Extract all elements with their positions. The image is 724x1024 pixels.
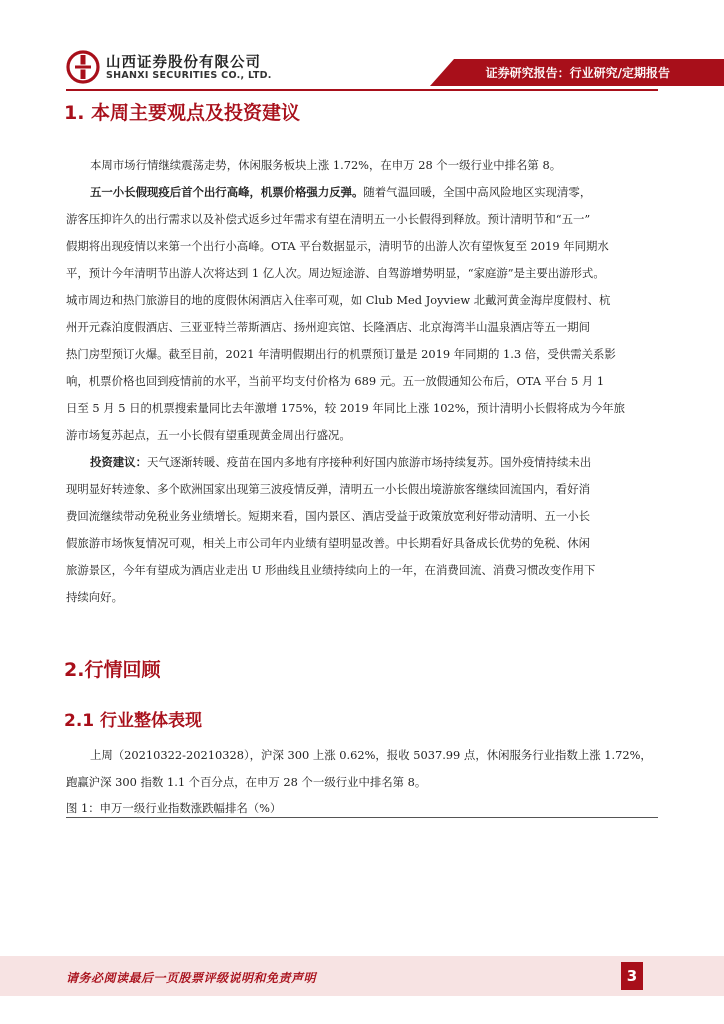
paragraph-investment-first-rest: 天气逐渐转暖、疫苗在国内多地有序接种利好国内旅游市场持续复苏。国外疫情持续未出 — [146, 455, 592, 469]
paragraph-review-line-1: 跑赢沪深 300 指数 1.1 个百分点，在申万 28 个一级行业中排名第 8。 — [66, 775, 427, 789]
paragraph-investment-line-0: 现明显好转迹象、多个欧洲国家出现第三波疫情反弹，清明五一小长假出境游旅客继续回流国内，看好消 — [66, 482, 590, 496]
paragraph-holiday-line-3: 城市周边和热门旅游目的地的度假休闲酒店入住率可观，如 Club Med Joyview 北戴河黄金海岸度假村、杭 — [66, 293, 611, 307]
section-2-title: 2.行情回顾 — [64, 659, 161, 681]
paragraph-holiday-line-1: 假期将出现疫情以来第一个出行小高峰。OTA 平台数据显示，清明节的出游人次有望恢复至 2019 年同期水 — [66, 239, 609, 253]
paragraph-holiday-line-0: 游客压抑许久的出行需求以及补偿式返乡过年需求有望在清明五一小长假得到释放。预计清明节和“五一” — [66, 212, 591, 226]
section-1-title: 1. 本周主要观点及投资建议 — [64, 102, 301, 124]
paragraph-holiday-first-line — [90, 185, 591, 199]
paragraph-holiday-line-8: 游市场复苏起点，五一小长假有望重现黄金周出行盛况。 — [66, 428, 351, 442]
paragraph-holiday-line-4: 州开元森泊度假酒店、三亚亚特兰蒂斯酒店、扬州迎宾馆、长隆酒店、北京海湾半山温泉酒店等五一期间 — [66, 320, 590, 334]
paragraph-review-line-0: 上周（20210322-20210328），沪深 300 上涨 0.62%，报收 5037.99 点，休闲服务行业指数上涨 1.72%， — [90, 748, 652, 762]
company-logo-icon — [66, 50, 100, 84]
paragraph-market-line-0: 本周市场行情继续震荡走势，休闲服务板块上涨 1.72%，在申万 28 个一级行业中排名第 8。 — [90, 158, 562, 172]
footer-disclaimer: 请务必阅读最后一页股票评级说明和免责声明 — [66, 971, 317, 985]
figure-caption: 图 1：申万一级行业指数涨跌幅排名（%） — [66, 801, 282, 815]
paragraph-investment-line-1: 费回流继续带动免税业务业绩增长。短期来看，国内景区、酒店受益于政策放宽利好带动清明、五一小长 — [66, 509, 590, 523]
paragraph-investment-first-line — [90, 455, 591, 469]
company-name-en: SHANXI SECURITIES CO., LTD. — [106, 70, 272, 81]
paragraph-investment-line-2: 假旅游市场恢复情况可观，相关上市公司年内业绩有望明显改善。中长期看好具备成长优势的免税、休闲 — [66, 536, 590, 550]
paragraph-investment-line-3: 旅游景区，今年有望成为酒店业走出 U 形曲线且业绩持续向上的一年，在消费回流、消费习惯改变作用下 — [66, 563, 596, 577]
paragraph-holiday-line-7: 日至 5 月 5 日的机票搜索量同比去年激增 175%，较 2019 年同比上涨 102%，预计清明小长假将成为今年旅 — [66, 401, 626, 415]
figure-caption-divider — [66, 817, 658, 818]
company-name-cn: 山西证券股份有限公司 — [106, 55, 261, 71]
paragraph-holiday-line-6: 响，机票价格也回到疫情前的水平，当前平均支付价格为 689 元。五一放假通知公布后，OTA 平台 5 月 1 — [66, 374, 605, 388]
paragraph-holiday-line-2: 平，预计今年清明节出游人次将达到 1 亿人次。周边短途游、自驾游增势明显，“家庭游”是主要出游形式。 — [66, 266, 605, 280]
header-divider — [66, 89, 658, 91]
paragraph-holiday-line-5: 热门房型预订火爆。截至目前，2021 年清明假期出行的机票预订量是 2019 年同期的 1.3 倍，受供需关系影 — [66, 347, 616, 361]
paragraph-investment-line-4: 持续向好。 — [66, 590, 123, 604]
paragraph-holiday-first-rest: 随着气温回暖，全国中高风险地区实现清零， — [363, 185, 592, 199]
report-type-label: 证券研究报告：行业研究/定期报告 — [485, 66, 670, 80]
page-header — [0, 0, 724, 94]
page-number: 3 — [621, 962, 643, 990]
paragraph-holiday-lead: 五一小长假现疫后首个出行高峰，机票价格强力反弹。 — [90, 185, 364, 199]
section-2-1-title: 2.1 行业整体表现 — [64, 711, 203, 731]
paragraph-investment-lead: 投资建议： — [90, 455, 147, 469]
